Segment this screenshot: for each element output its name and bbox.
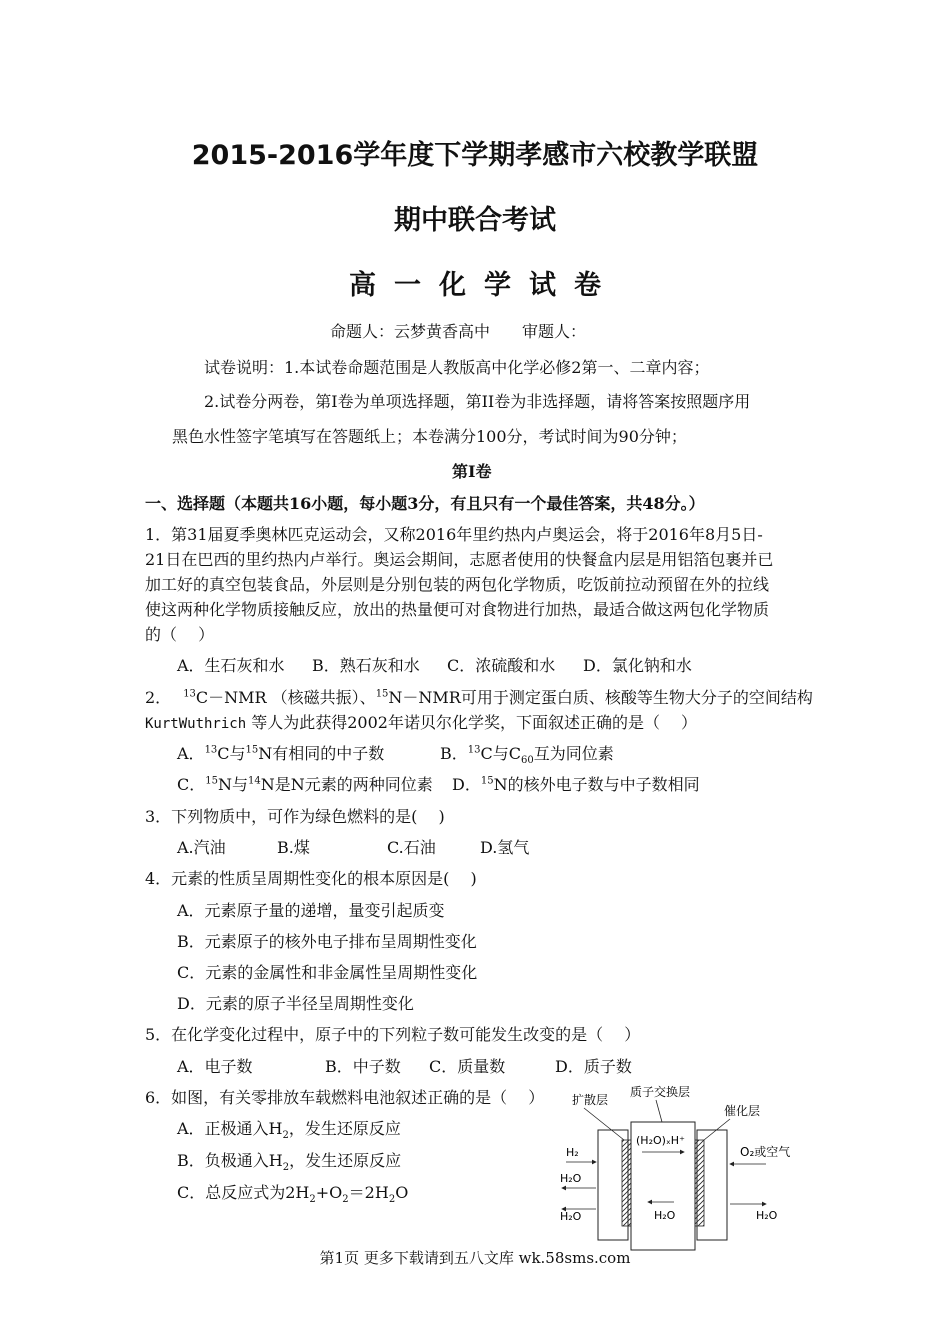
fuel-cell-diagram	[552, 1082, 812, 1254]
q4-option-d: D．元素的原子半径呈周期性变化	[177, 994, 414, 1013]
q1-option-c: C．浓硫酸和水	[447, 656, 556, 675]
q1-option-d: D．氯化钠和水	[583, 656, 692, 675]
q5-option-c: C．质量数	[429, 1057, 506, 1076]
q3-option-c: C.石油	[387, 838, 436, 857]
q1-line-3: 加工好的真空包装食品，外层则是分别包装的两包化学物质，吃饭前拉动预留在外的拉线	[145, 575, 770, 594]
q2-option-d: D．$^{15}$N的核外电子数与中子数相同	[452, 775, 700, 794]
label-h2o-right: H₂O	[756, 1209, 778, 1222]
q5-option-b: B．中子数	[325, 1057, 401, 1076]
label-h2o-left: H₂O	[560, 1172, 582, 1185]
page-footer: 第1页 更多下载请到五八文库 wk.58sms.com	[319, 1249, 631, 1267]
label-proton-exchange: 质子交换层	[630, 1085, 691, 1099]
q6-option-c: C．总反应式为$2H_2+O_2=2H_2O$	[177, 1183, 409, 1206]
left-catalyst-layer	[622, 1140, 631, 1226]
q4-option-a: A．元素原子量的递增，量变引起质变	[177, 901, 445, 920]
q2-option-c: C．$^{15}$N与$^{14}$N是N元素的两种同位素	[177, 775, 433, 794]
volume-label: 第Ⅰ卷	[452, 462, 492, 481]
q1-line-1: 1．第31届夏季奥林匹克运动会，又称2016年里约热内卢奥运会，将于2016年8月5日-	[145, 525, 763, 544]
q2-stem-line-2: KurtWuthrich 等人为此获得2002年诺贝尔化学奖，下面叙述正确的是（ ）	[145, 713, 698, 732]
exam-note-2b: 黑色水性签字笔填写在答题纸上；本卷满分100分，考试时间为90分钟；	[172, 427, 687, 446]
q5-option-a: A．电子数	[177, 1057, 253, 1076]
label-o2-air: O₂或空气	[740, 1145, 791, 1159]
exam-title-line2: 期中联合考试	[394, 205, 556, 236]
q2-stem-line-1: 2． $^{13}$C－NMR （核磁共振）、$^{15}$N－NMR可用于测定蛋白质、核酸等生物大分子的空间结构	[145, 688, 813, 707]
exam-note-2a: 2.试卷分两卷，第Ⅰ卷为单项选择题，第II卷为非选择题，请将答案按照题序用	[204, 392, 751, 411]
label-diffusion-layer: 扩散层	[572, 1093, 609, 1107]
q6-option-a: A．正极通入$H_2$，发生还原反应	[177, 1119, 401, 1142]
label-h2o-left2: H₂O	[560, 1210, 582, 1223]
q6-stem: 6．如图，有关零排放车载燃料电池叙述正确的是（ ）	[145, 1088, 545, 1107]
q5-stem: 5．在化学变化过程中，原子中的下列粒子数可能发生改变的是（ ）	[145, 1025, 641, 1044]
q1-option-b: B．熟石灰和水	[312, 656, 420, 675]
q1-line-4: 使这两种化学物质接触反应，放出的热量便可对食物进行加热，最适合做这两包化学物质	[145, 600, 770, 619]
q3-option-b: B.煤	[277, 838, 310, 857]
right-catalyst-layer	[695, 1140, 704, 1226]
q4-option-c: C．元素的金属性和非金属性呈周期性变化	[177, 963, 478, 982]
label-h2-in: H₂	[566, 1146, 579, 1159]
subject-title: 高一化学试卷	[349, 270, 619, 301]
authors-line: 命题人：云梦黄香高中 审题人：	[330, 322, 587, 341]
q6-option-b: B．负极通入$H_2$，发生还原反应	[177, 1151, 402, 1174]
exam-title-line1: 2015-2016学年度下学期孝感市六校教学联盟	[191, 140, 759, 171]
q1-line-5: 的（ ）	[145, 625, 215, 644]
q1-line-2: 21日在巴西的里约热内卢举行。奥运会期间，志愿者使用的快餐盒内层是用铝箔包裹并已	[145, 550, 774, 569]
q3-stem: 3．下列物质中，可作为绿色燃料的是( )	[145, 807, 445, 826]
q2-option-a: A．$^{13}$C与$^{15}$N有相同的中子数	[177, 744, 385, 763]
q3-option-d: D.氢气	[480, 838, 530, 857]
label-catalyst-layer: 催化层	[724, 1104, 761, 1118]
label-proton: (H₂O)ₓH⁺	[636, 1134, 685, 1147]
section-heading: 一、选择题（本题共16小题，每小题3分，有且只有一个最佳答案，共48分。）	[145, 494, 705, 513]
q2-option-b: B．$^{13}$C与$C_{60}$互为同位素	[440, 744, 614, 767]
q1-option-a: A．生石灰和水	[177, 656, 285, 675]
leader-line	[584, 1108, 624, 1140]
label-h2o-mid: H₂O	[654, 1209, 676, 1222]
q4-option-b: B．元素原子的核外电子排布呈周期性变化	[177, 932, 477, 951]
q5-option-d: D．质子数	[555, 1057, 632, 1076]
q3-option-a: A.汽油	[177, 838, 226, 857]
leader-line	[656, 1100, 662, 1122]
exam-note-1: 试卷说明：1.本试卷命题范围是人教版高中化学必修2第一、二章内容；	[204, 358, 710, 377]
q4-stem: 4．元素的性质呈周期性变化的根本原因是( )	[145, 869, 477, 888]
